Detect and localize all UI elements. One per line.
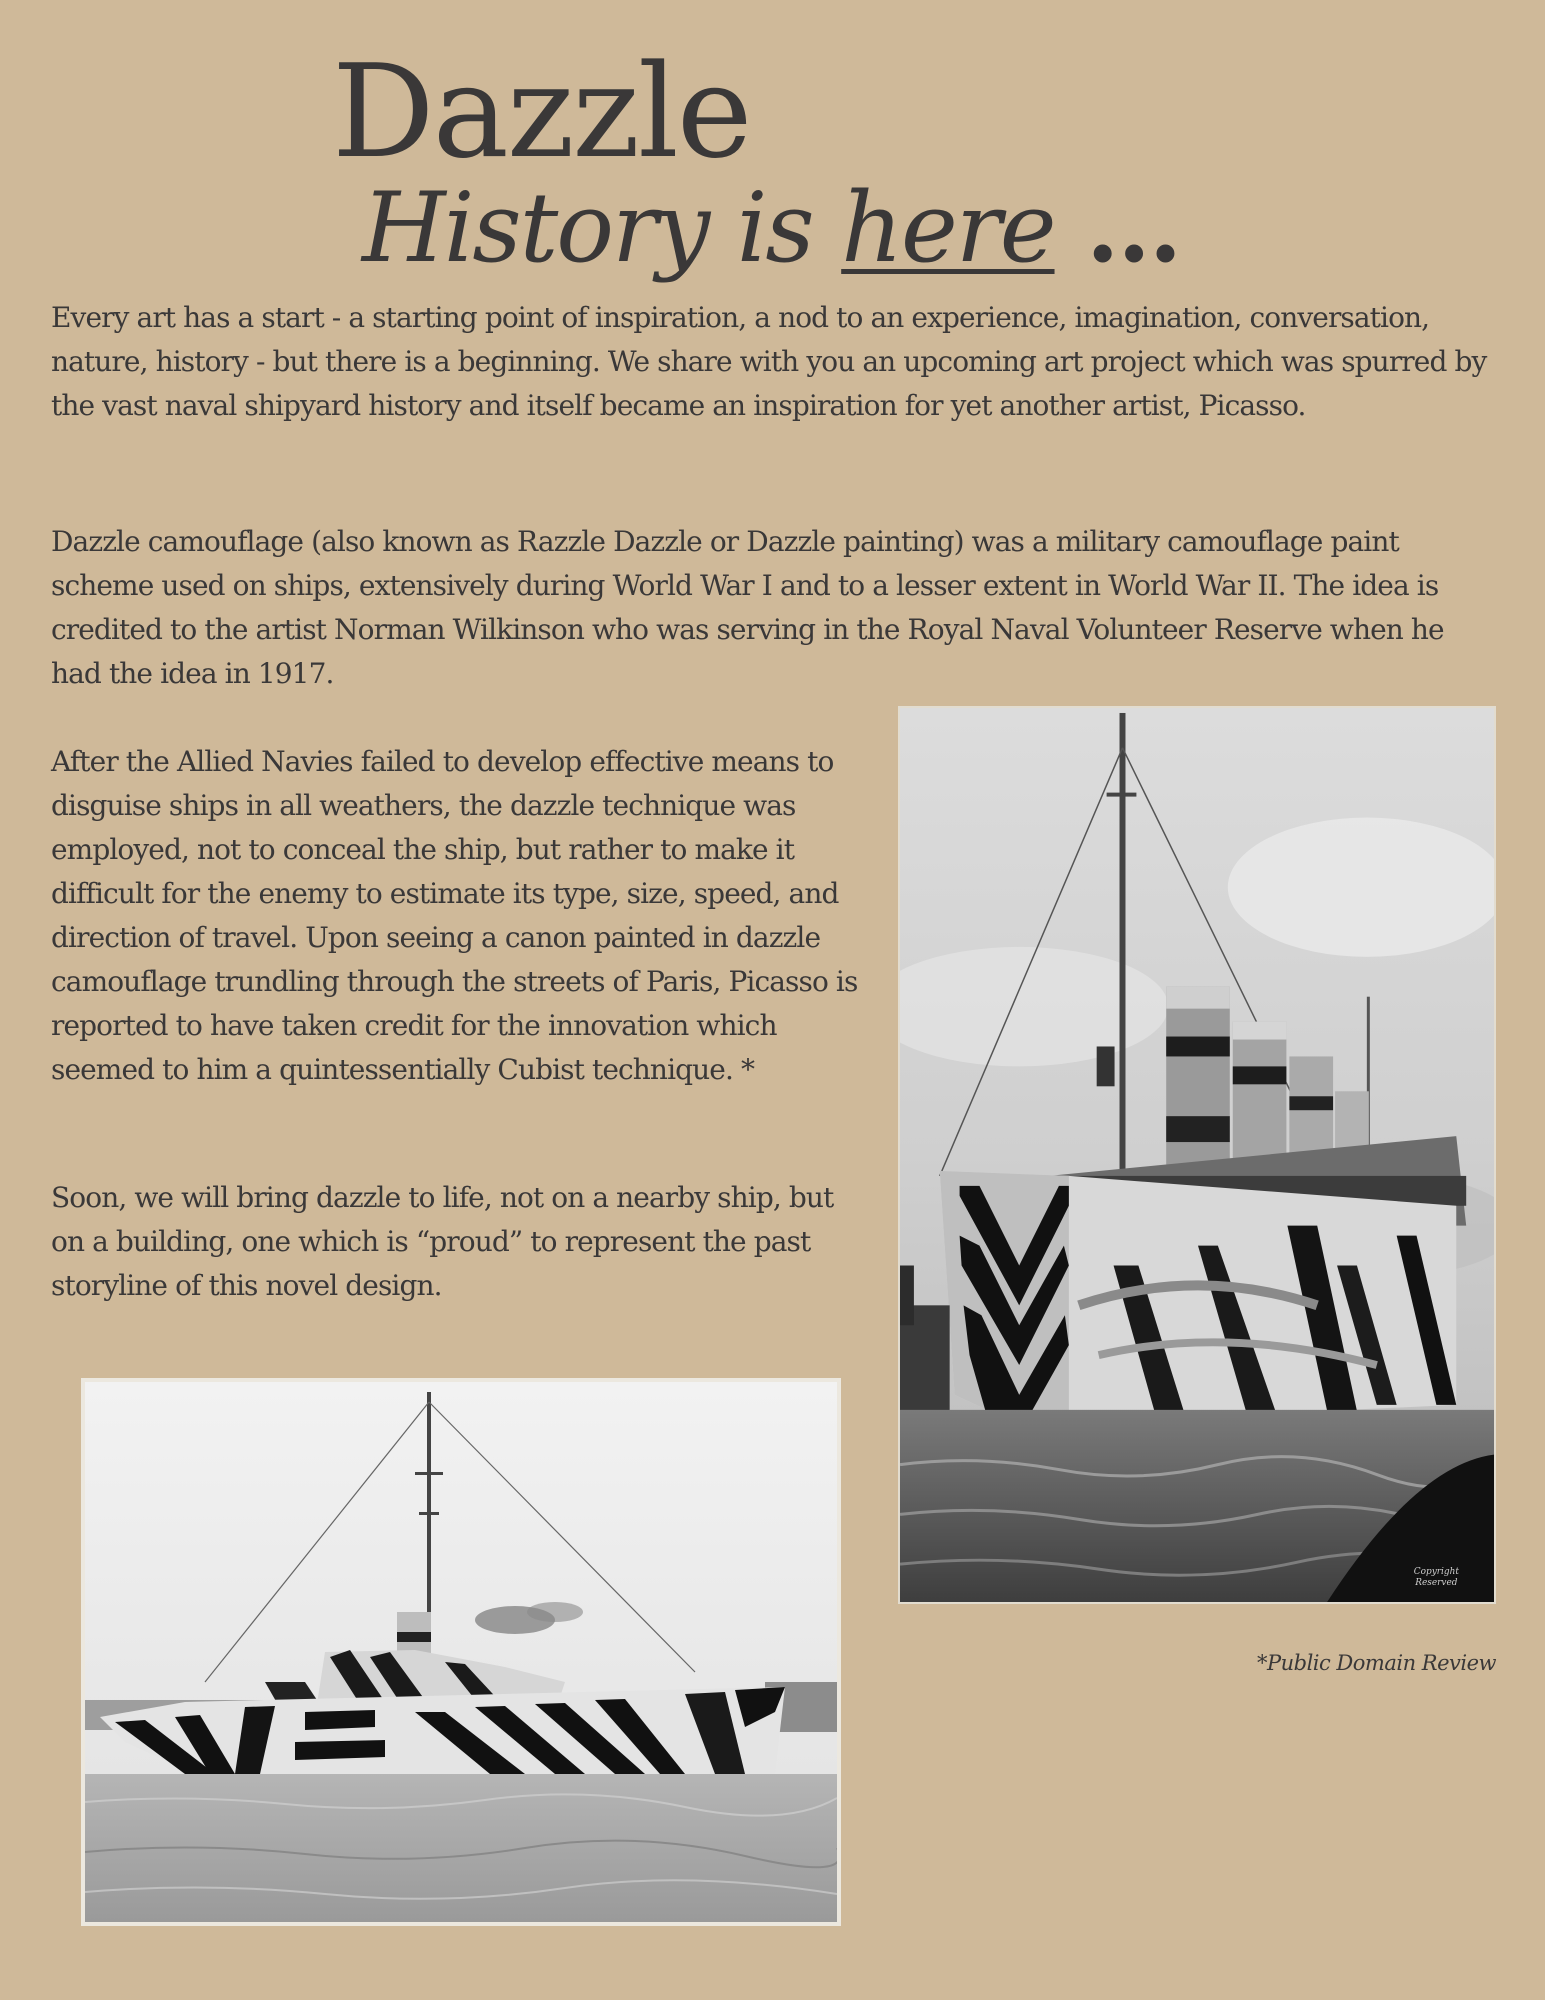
image-credit: *Public Domain Review — [1256, 1651, 1496, 1675]
svg-text:Copyright: Copyright — [1413, 1567, 1459, 1578]
definition-paragraph: Dazzle camouflage (also known as Razzle Dazzle or Dazzle painting) was a military camouflage paint scheme used on ships, extensively during World War I and to a lesser extent in World War II. The idea is credited to the artist Norman Wilkinson who was serving in the Royal Naval Volunteer Reserve when he had the idea in 1917. — [51, 525, 1444, 690]
dazzle-warship-photo — [81, 1378, 841, 1926]
dazzle-liner-photo — [898, 706, 1496, 1604]
page-title: Dazzle — [332, 38, 751, 187]
page-subtitle — [362, 168, 1180, 288]
subtitle-end: ... — [1054, 171, 1181, 284]
intro-paragraph: Every art has a start - a starting point of inspiration, a nod to an experience, imagination, conversation, nature, history - but there is a beginning. We share with you an upcoming art project which was spurred by the vast naval shipyard history and itself became an inspiration for yet another artist, Picasso. — [51, 301, 1487, 422]
upcoming-project-paragraph: Soon, we will bring dazzle to life, not on a nearby ship, but on a building, one which is “proud” to represent the past storyline of this novel design. — [51, 1181, 834, 1302]
subtitle-start: History is — [362, 172, 842, 284]
subtitle-underlined: here — [841, 172, 1055, 284]
history-paragraph: After the Allied Navies failed to develop effective means to disguise ships in all weathers, the dazzle technique was employed, not to conceal the ship, but rather to make it difficult for the enemy to estimate its type, size, speed, and direction of travel. Upon seeing a canon painted in dazzle camouflage trundling through the streets of Paris, Picasso is reported to have taken credit for the innovation which seemed to him a quintessentially Cubist technique. * — [51, 745, 858, 1086]
svg-text:Reserved: Reserved — [1415, 1578, 1458, 1589]
dazzle-liner-illustration — [900, 708, 1494, 1602]
dazzle-warship-illustration — [85, 1382, 837, 1922]
